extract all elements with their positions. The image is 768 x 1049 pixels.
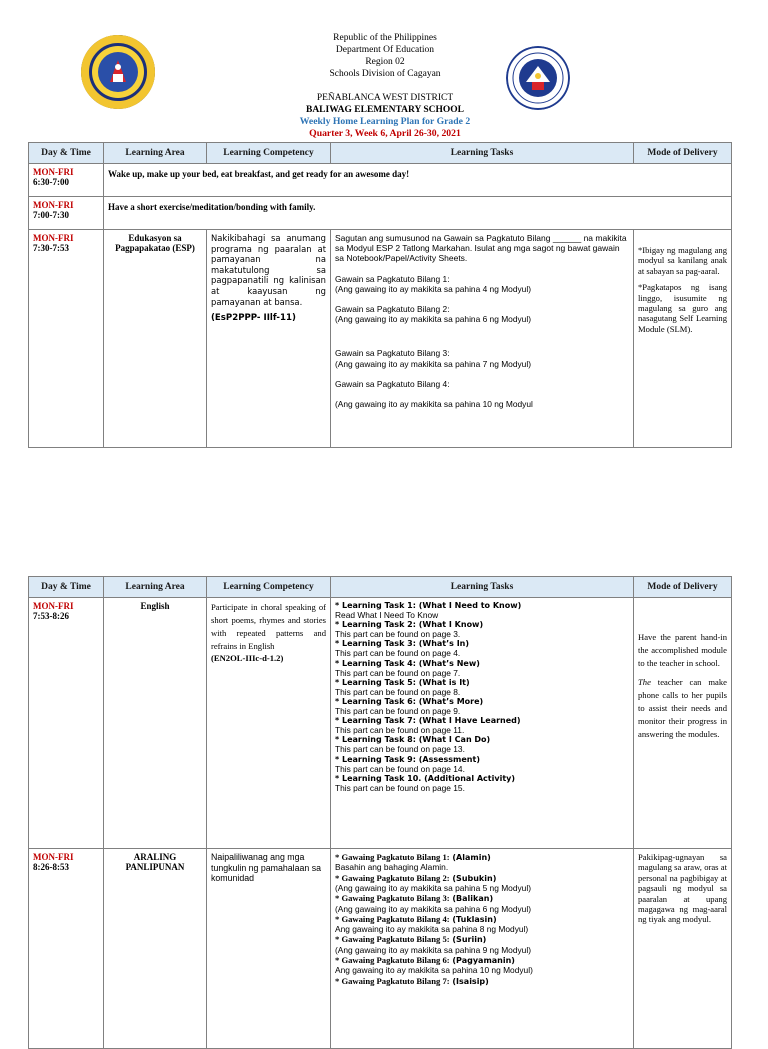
learning-task-note: This part can be found on page 3. (335, 629, 461, 640)
column-learning-area: Learning Area (104, 143, 207, 164)
competency-cell (207, 230, 331, 448)
task-note: (Ang gawaing ito ay makikita sa pahina 4 ng Modyul) (335, 283, 531, 294)
delivery-text: Have the parent hand-in the accomplished module to the teacher in school. (638, 632, 727, 668)
header-division: Schools Division of Cagayan (329, 69, 441, 79)
letterhead (0, 0, 768, 142)
gawain-note: (Ang gawaing ito ay makikita sa pahina 5 ng Modyul) (335, 883, 531, 894)
learning-task-note: This part can be found on page 15. (335, 782, 465, 793)
learning-area-cell (104, 230, 207, 448)
competency-text: Naipaliliwanag ang mga tungkulin ng pamahalaan sa komunidad (211, 852, 322, 884)
learning-task-title: * Learning Task 2: (What I Know) (335, 620, 484, 630)
column-learning-competency: Learning Competency (207, 577, 331, 598)
gawain-note: Basahin ang bahaging Alamin. (335, 862, 449, 873)
learning-task-title: * Learning Task 1: (What I Need to Know) (335, 601, 522, 610)
column-learning-tasks: Learning Tasks (331, 143, 634, 164)
learning-area-name: English (140, 601, 170, 611)
table-row (29, 849, 732, 1049)
gawain-label: * Gawaing Pagkatuto Bilang 7: (335, 975, 450, 986)
learning-task-note: This part can be found on page 11. (335, 725, 465, 736)
learning-area-name: Edukasyon sa Pagpapakatao (ESP) (115, 233, 195, 253)
competency-text: Nakikibahagi sa anumang programa ng paaralan at pamayanan na makatutulong sa pagpapanatili ng kalinisan at kaayusan ng pamayanan at bansa. (211, 233, 326, 307)
gawain-line (335, 914, 629, 924)
competency-cell (207, 598, 331, 849)
gawain-line (335, 893, 629, 903)
learning-task-note: This part can be found on page 13. (335, 744, 465, 755)
learning-task-note: This part can be found on page 7. (335, 667, 461, 678)
gawain-label: * Gawaing Pagkatuto Bilang 1: (335, 852, 450, 862)
header-school-name: BALIWAG ELEMENTARY SCHOOL (305, 105, 465, 115)
column-day-time: Day & Time (29, 577, 104, 598)
gawain-note: Ang gawaing ito ay makikita sa pahina 10 ng Modyul) (335, 965, 533, 976)
day-time-cell (29, 164, 104, 197)
gawain-line (335, 873, 629, 883)
day-time-cell (29, 598, 104, 849)
day-label: MON-FRI (33, 233, 74, 243)
day-time-cell (29, 849, 104, 1049)
learning-task-note: This part can be found on page 4. (335, 648, 461, 659)
plan-title: Weekly Home Learning Plan for Grade 2 (299, 116, 471, 127)
learning-area-name: ARALING PANLIPUNAN (125, 852, 185, 872)
competency-cell (207, 849, 331, 1049)
header-region: Region 02 (365, 57, 405, 67)
gawain-title: (Isaisip) (449, 976, 489, 986)
gawain-title: (Tuklasin) (449, 914, 497, 924)
competency-code: (EsP2PPP- IIlf-11) (211, 313, 296, 324)
day-time-cell (29, 230, 104, 448)
delivery-emphasis: The (638, 677, 651, 687)
gawain-note: (Ang gawaing ito ay makikita sa pahina 9 ng Modyul) (335, 944, 531, 955)
time-label: 6:30-7:00 (33, 177, 69, 187)
gawain-label: * Gawaing Pagkatuto Bilang 6: (335, 955, 450, 966)
learning-task-title: * Learning Task 8: (What I Can Do) (335, 735, 491, 745)
learning-task-title: * Learning Task 3: (What’s In) (335, 639, 470, 649)
table-row (29, 164, 732, 197)
gawain-title: (Alamin) (449, 853, 491, 862)
day-label: MON-FRI (33, 852, 74, 862)
gawain-title: (Subukin) (449, 873, 497, 883)
task-note: (Ang gawaing ito ay makikita sa pahina 6 ng Modyul) (335, 314, 531, 325)
learning-area-cell (104, 849, 207, 1049)
task-note: (Ang gawaing ito ay makikita sa pahina 10 ng Modyul (335, 399, 533, 410)
day-label: MON-FRI (33, 167, 74, 177)
table-row (29, 230, 732, 448)
task-title: Gawain sa Pagkatuto Bilang 2: (335, 304, 450, 315)
learning-task-note: This part can be found on page 8. (335, 686, 461, 697)
gawain-title: (Pagyamanin) (449, 956, 515, 966)
weekly-plan-table-2 (28, 576, 732, 1049)
tasks-intro: Sagutan ang sumusunod na Gawain sa Pagkatuto Bilang ______ na makikita sa Modyul ESP 2 Tatlong Markahan. Isulat ang mga sagot ng bawat gawain sa Notebook/Papel/Activity Sheets. (335, 233, 627, 264)
routine-text: Have a short exercise/meditation/bonding with family. (104, 197, 732, 230)
task-title: Gawain sa Pagkatuto Bilang 4: (335, 378, 450, 389)
learning-task-title: * Learning Task 10. (Additional Activity) (335, 773, 516, 783)
column-mode-of-delivery: Mode of Delivery (634, 577, 732, 598)
school-seal-icon (80, 34, 156, 110)
delivery-text: Pakikipag-ugnayan sa magulang sa araw, oras at personal na pagbibigay at pagsauli ng modyul sa paaralan at upang magagawa ng mag-aaral ng tiyak ang modyul. (638, 852, 727, 925)
learning-tasks-cell (331, 230, 634, 448)
delivery-rest: teacher can make phone calls to her pupils to assist their needs and monitor their progress in answering the modules. (638, 677, 727, 739)
learning-tasks-cell (331, 598, 634, 849)
gawain-line (335, 955, 629, 965)
routine-text: Wake up, make up your bed, eat breakfast, and get ready for an awesome day! (104, 164, 732, 197)
task-title: Gawain sa Pagkatuto Bilang 1: (335, 273, 450, 284)
learning-tasks-cell (331, 849, 634, 1049)
learning-task-title: * Learning Task 6: (What’s More) (335, 697, 484, 707)
header-district: PEÑABLANCA WEST DISTRICT (316, 93, 454, 103)
learning-task-title: * Learning Task 9: (Assessment) (335, 754, 480, 764)
column-learning-competency: Learning Competency (207, 143, 331, 164)
column-learning-area: Learning Area (104, 577, 207, 598)
day-label: MON-FRI (33, 601, 74, 611)
gawain-line (335, 976, 629, 986)
gawain-note: Ang gawaing ito ay makikita sa pahina 8 ng Modyul) (335, 924, 529, 935)
column-mode-of-delivery: Mode of Delivery (634, 143, 732, 164)
header-republic: Republic of the Philippines (333, 33, 437, 43)
time-label: 7:30-7:53 (33, 243, 69, 253)
table-row (29, 598, 732, 849)
table-header-row (29, 143, 732, 164)
task-note: (Ang gawaing ito ay makikita sa pahina 7 ng Modyul) (335, 358, 531, 369)
learning-area-cell (104, 598, 207, 849)
learning-task-title: * Learning Task 5: (What is It) (335, 677, 470, 687)
time-label: 7:00-7:30 (33, 210, 69, 220)
gawain-label: * Gawaing Pagkatuto Bilang 5: (335, 934, 450, 945)
competency-text: Participate in choral speaking of short poems, rhymes and stories with repeated patterns and refrains in English (211, 602, 326, 651)
table-header-row (29, 577, 732, 598)
delivery-cell (634, 230, 732, 448)
column-day-time: Day & Time (29, 143, 104, 164)
time-label: 8:26-8:53 (33, 862, 69, 872)
delivery-cell (634, 598, 732, 849)
gawain-label: * Gawaing Pagkatuto Bilang 3: (335, 893, 450, 904)
delivery-text: *Ibigay ng magulang ang modyul sa kanilang anak at sabayan sa pag-aaral. (638, 245, 727, 276)
day-time-cell (29, 197, 104, 230)
day-label: MON-FRI (33, 200, 74, 210)
learning-task-note: This part can be found on page 9. (335, 706, 461, 717)
task-title: Gawain sa Pagkatuto Bilang 3: (335, 348, 450, 359)
gawain-label: * Gawaing Pagkatuto Bilang 2: (335, 872, 450, 883)
gawain-label: * Gawaing Pagkatuto Bilang 4: (335, 913, 450, 924)
learning-task-title: * Learning Task 4: (What’s New) (335, 658, 480, 668)
learning-task-title: * Learning Task 7: (What I Have Learned) (335, 716, 521, 726)
gawain-line (335, 934, 629, 944)
plan-period: Quarter 3, Week 6, April 26-30, 2021 (309, 128, 461, 139)
gawain-note: (Ang gawaing ito ay makikita sa pahina 6 ng Modyul) (335, 903, 531, 914)
column-learning-tasks: Learning Tasks (331, 577, 634, 598)
header-department: Department Of Education (335, 45, 435, 55)
learning-task-note: Read What I Need To Know (335, 610, 439, 620)
weekly-plan-table-1 (28, 142, 732, 448)
delivery-text: *Pagkatapos ng isang linggo, isusumite ng magulang sa guro ang nasagutang Self Learning Module (SLM). (638, 282, 727, 334)
gawain-title: (Balikan) (449, 894, 494, 904)
header-text-block (220, 32, 550, 140)
table-row (29, 197, 732, 230)
delivery-text-2 (638, 676, 727, 741)
gawain-title: (Suriin) (449, 935, 487, 945)
competency-code: (EN2OL-IIIc-d-1.2) (211, 653, 284, 663)
delivery-cell (634, 849, 732, 1049)
gawain-line (335, 852, 629, 862)
time-label: 7:53-8:26 (33, 611, 69, 621)
learning-task-note: This part can be found on page 14. (335, 763, 465, 774)
